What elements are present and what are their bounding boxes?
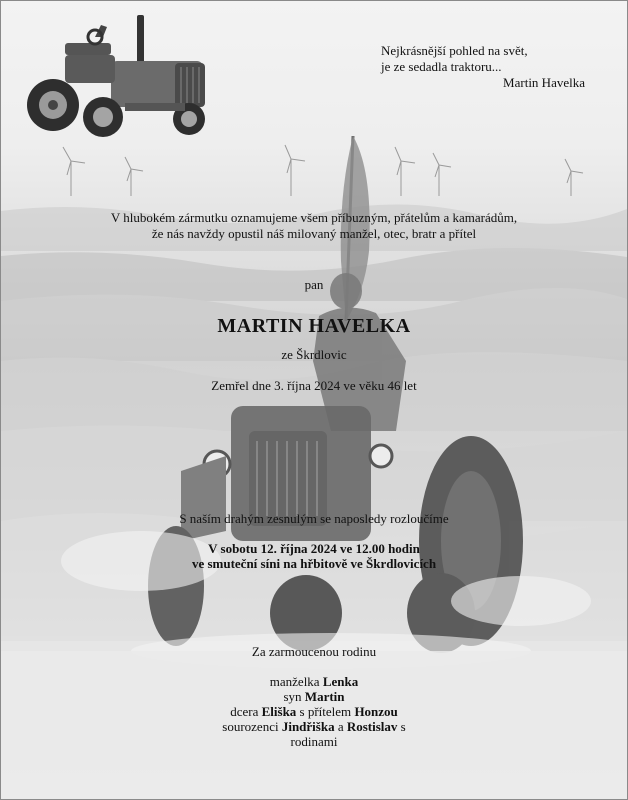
- family-daughter: [1, 704, 627, 720]
- quote-line-2: je ze sedadla traktoru...: [381, 59, 502, 74]
- farewell-when: V sobotu 12. října 2024 ve 12.00 hodin: [208, 541, 420, 556]
- family-intro: Za zarmoucenou rodinu: [251, 644, 377, 659]
- family-siblings: [1, 719, 627, 735]
- quote-line-1: Nejkrásnější pohled na svět,: [381, 43, 528, 58]
- family-wife: [1, 674, 627, 690]
- wife-name: Lenka: [322, 674, 359, 689]
- deceased-origin: ze Škrdlovic: [281, 347, 347, 362]
- salutation: pan: [304, 277, 324, 292]
- daughter-name: Eliška: [261, 704, 297, 719]
- quote-author: Martin Havelka: [503, 75, 585, 90]
- daughter-partner: Honzou: [354, 704, 398, 719]
- siblings-prefix: sourozenci: [222, 719, 279, 734]
- wife-prefix: manželka: [269, 674, 320, 689]
- daughter-mid: s přítelem: [299, 704, 352, 719]
- death-date: Zemřel dne 3. října 2024 ve věku 46 let: [211, 378, 417, 393]
- intro-line-2: že nás navždy opustil náš milovaný manžel, otec, bratr a přítel: [151, 226, 477, 241]
- sibling-2: Rostislav: [346, 719, 398, 734]
- tractor-icon: [25, 15, 215, 147]
- farewell-intro: S naším drahým zesnulým se naposledy rozloučíme: [179, 511, 449, 526]
- farewell-where: ve smuteční síni na hřbitově ve Škrdlovicích: [191, 556, 437, 571]
- family-siblings-line2: rodinami: [290, 734, 338, 749]
- family-son: [1, 689, 627, 705]
- intro-line-1: V hlubokém zármutku oznamujeme všem příbuzným, přátelům a kamarádům,: [110, 210, 518, 225]
- motto-quote: [381, 43, 591, 91]
- deceased-name: MARTIN HAVELKA: [217, 315, 411, 337]
- son-prefix: syn: [283, 689, 302, 704]
- son-name: Martin: [304, 689, 345, 704]
- siblings-suffix: s: [400, 719, 406, 734]
- wind-turbines: [63, 145, 583, 196]
- daughter-prefix: dcera: [230, 704, 259, 719]
- siblings-mid: a: [337, 719, 344, 734]
- sibling-1: Jindřiška: [281, 719, 335, 734]
